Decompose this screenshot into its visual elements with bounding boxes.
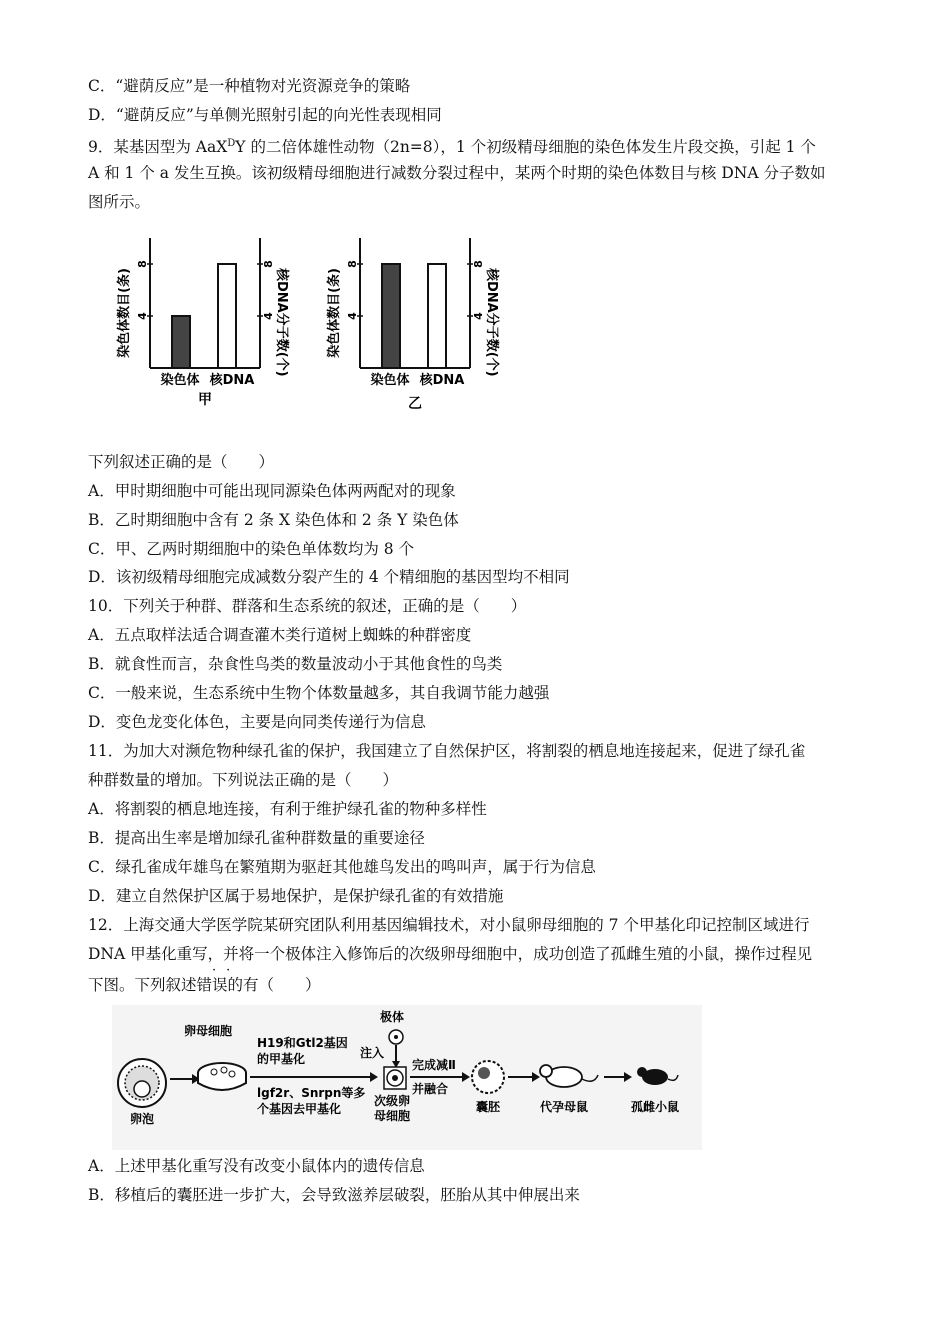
- q9-stem-line1: 9．某基因型为 AaX$^D$Y 的二倍体雄性动物（2n=8），1 个初级精母细胞的染色体发生片段交换，引起 1 个: [88, 138, 816, 157]
- q9-prompt: 下列叙述正确的是（ ）: [88, 453, 275, 471]
- chart-jia-ytick-right-4: 4: [262, 312, 275, 320]
- chart-yi-ylabel-left: 染色体数目(条): [327, 268, 342, 358]
- secondary-oocyte-label-1: 次级卵: [374, 1094, 411, 1108]
- methyl-label-2: 的甲基化: [257, 1052, 306, 1066]
- chart-jia-ytick-right-8: 8: [262, 260, 275, 268]
- secondary-oocyte-label-2: 母细胞: [374, 1109, 411, 1123]
- chart-jia-xlabel-chromosome: 染色体: [160, 373, 200, 388]
- surrogate-label: 代孕母鼠: [539, 1100, 589, 1114]
- q11-stem-line2: 种群数量的增加。下列说法正确的是（ ）: [88, 771, 399, 789]
- q9-stem-line2: A 和 1 个 a 发生互换。该初级精母细胞进行减数分裂过程中，某两个时期的染色体数目与核 DNA 分子数如: [88, 164, 826, 182]
- demethyl-label-1: lgf2r、Snrpn等多: [257, 1086, 366, 1100]
- blastocyst-icon: [472, 1061, 504, 1093]
- chart-yi: [320, 228, 520, 428]
- q12-option-a: A．上述甲基化重写没有改变小鼠体内的遗传信息: [88, 1157, 425, 1175]
- q10-stem: 10．下列关于种群、群落和生态系统的叙述，正确的是（ ）: [88, 597, 527, 615]
- q12-stem-line3: 下图。下列叙述错误的有（ ）: [88, 976, 321, 994]
- follicle-icon: [118, 1059, 166, 1107]
- complete-label-1: 完成减Ⅱ: [412, 1058, 456, 1072]
- demethyl-label-2: 个基因去甲基化: [257, 1102, 342, 1116]
- chart-yi-title: 乙: [408, 396, 422, 412]
- chart-jia-ylabel-left: 染色体数目(条): [117, 268, 132, 358]
- q9-option-d: D．该初级精母细胞完成减数分裂产生的 4 个精细胞的基因型均不相同: [88, 568, 570, 586]
- q8-option-c: C．“避荫反应”是一种植物对光资源竞争的策略: [88, 77, 411, 95]
- chart-jia-ylabel-right: 核DNA分子数(个): [274, 268, 289, 377]
- follicle-label: 卵泡: [129, 1112, 155, 1126]
- q11-option-b: B．提高出生率是增加绿孔雀种群数量的重要途径: [88, 829, 425, 847]
- flow-diagram-svg: [112, 1005, 702, 1150]
- dish-icon: [198, 1063, 246, 1090]
- q10-option-d: D．变色龙变化体色，主要是向同类传递行为信息: [88, 713, 426, 731]
- chart-jia-title: 甲: [198, 392, 212, 408]
- chart-yi-xlabel-chromosome: 染色体: [370, 373, 410, 388]
- q12-stem-line2: DNA 甲基化重写，并将一个极体注入修饰后的次级卵母细胞中，成功创造了孤雌生殖的小鼠，操作过程见: [88, 945, 813, 963]
- q11-option-c: C．绿孔雀成年雄鸟在繁殖期为驱赶其他雄鸟发出的鸣叫声，属于行为信息: [88, 858, 596, 876]
- chart-yi-bar-chromosome: [382, 264, 400, 368]
- chart-yi-svg: [320, 228, 520, 428]
- q11-option-a: A．将割裂的栖息地连接，有利于维护绿孔雀的物种多样性: [88, 800, 487, 818]
- complete-label-2: 并融合: [412, 1082, 449, 1096]
- polar-body-label: 极体: [380, 1010, 405, 1024]
- chart-yi-ytick-left-4: 4: [346, 312, 359, 320]
- inject-label: 注入: [360, 1046, 385, 1060]
- chart-jia: [110, 228, 310, 428]
- q10-option-a: A．五点取样法适合调查灌木类行道树上蜘蛛的种群密度: [88, 626, 472, 644]
- blastocyst-label: 囊胚: [475, 1100, 501, 1114]
- q9-stem-line3: 图所示。: [88, 193, 151, 211]
- q9-option-c: C．甲、乙两时期细胞中的染色单体数均为 8 个: [88, 540, 415, 558]
- chart-yi-ytick-left-8: 8: [346, 260, 359, 268]
- emphasis-dots: ··: [212, 963, 241, 978]
- chart-jia-ytick-left-4: 4: [136, 312, 149, 320]
- chart-jia-ytick-left-8: 8: [136, 260, 149, 268]
- chart-yi-xlabel-dna: 核DNA: [419, 373, 465, 388]
- methylation-flow-diagram: [112, 1005, 702, 1150]
- chart-yi-bar-dna: [428, 264, 446, 368]
- offspring-label: 孤雌小鼠: [630, 1100, 680, 1114]
- chart-yi-ytick-right-8: 8: [472, 260, 485, 268]
- chart-yi-ylabel-right: 核DNA分子数(个): [484, 268, 499, 377]
- q9-option-b: B．乙时期细胞中含有 2 条 X 染色体和 2 条 Y 染色体: [88, 511, 459, 529]
- q10-option-c: C．一般来说，生态系统中生物个体数量越多，其自我调节能力越强: [88, 684, 550, 702]
- methyl-label-1: H19和Gtl2基因: [257, 1036, 348, 1050]
- q12-option-b: B．移植后的囊胚进一步扩大，会导致滋养层破裂，胚胎从其中伸展出来: [88, 1186, 580, 1204]
- q10-option-b: B．就食性而言，杂食性鸟类的数量波动小于其他食性的鸟类: [88, 655, 503, 673]
- chart-jia-svg: [110, 228, 310, 428]
- chart-jia-xlabel-dna: 核DNA: [209, 373, 255, 388]
- oocyte-label: 卵母细胞: [184, 1024, 233, 1038]
- chart-jia-bar-dna: [218, 264, 236, 368]
- q12-stem-line1: 12．上海交通大学医学院某研究团队利用基因编辑技术，对小鼠卵母细胞的 7 个甲基化印记控制区域进行: [88, 916, 810, 934]
- q8-option-d: D．“避荫反应”与单侧光照射引起的向光性表现相同: [88, 106, 442, 124]
- chart-jia-bar-chromosome: [172, 316, 190, 368]
- q11-stem-line1: 11．为加大对濒危物种绿孔雀的保护，我国建立了自然保护区，将割裂的栖息地连接起来，促进了绿孔雀: [88, 742, 806, 760]
- q9-option-a: A．甲时期细胞中可能出现同源染色体两两配对的现象: [88, 482, 456, 500]
- chart-yi-ytick-right-4: 4: [472, 312, 485, 320]
- q11-option-d: D．建立自然保护区属于易地保护，是保护绿孔雀的有效措施: [88, 887, 504, 905]
